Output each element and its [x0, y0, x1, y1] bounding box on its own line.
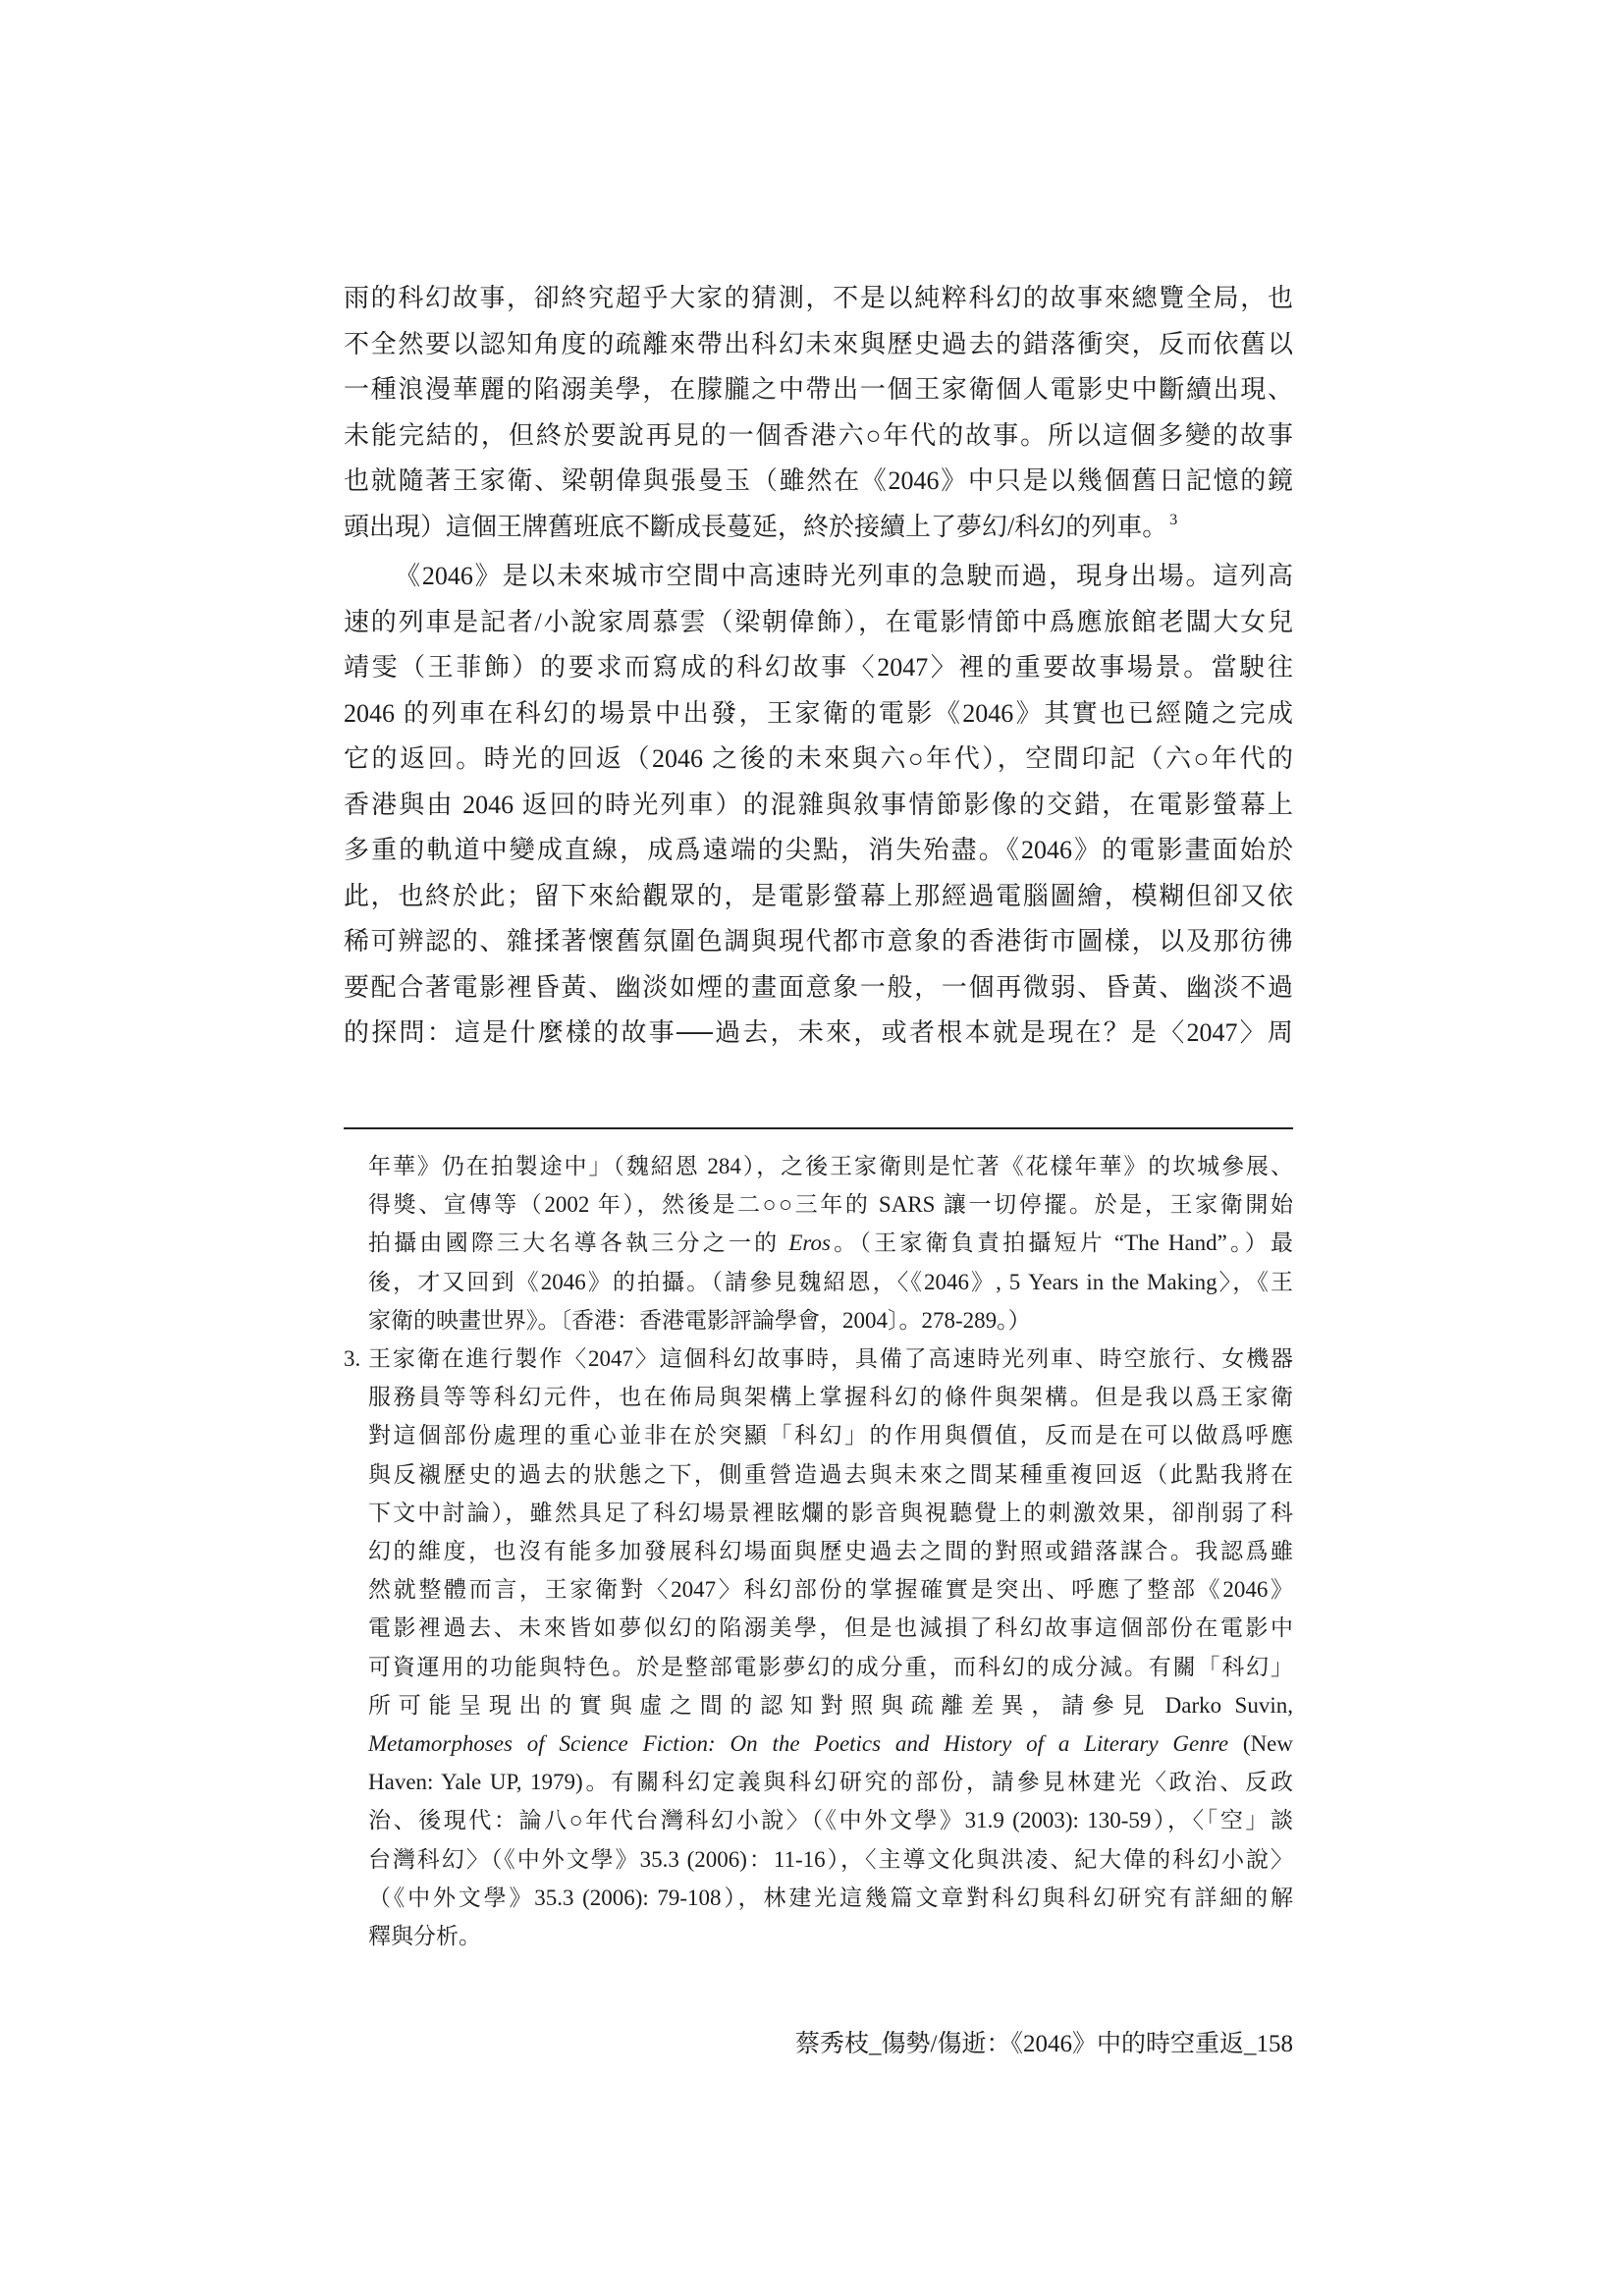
body-line: 此，也終於此；留下來給觀眾的，是電影螢幕上那經過電腦圖繪，模糊但卻又依 — [344, 881, 1293, 910]
footnote-line: 年華》仍在拍製途中」（魏紹恩 284），之後王家衛則是忙著《花樣年華》的坎城參展、 — [368, 1154, 1293, 1178]
text-run: 拍攝由國際三大名導各執三分之一的 — [368, 1230, 789, 1256]
body-line: 未能完結的，但終於要說再見的一個香港六○年代的故事。所以這個多變的故事 — [344, 420, 1293, 450]
footnote-line: 對這個部份處理的重心並非在於突顯「科幻」的作用與價值，反而是在可以做爲呼應 — [368, 1423, 1293, 1449]
body-line: 香港與由 2046 返回的時光列車）的混雜與敘事情節影像的交錯，在電影螢幕上 — [344, 790, 1293, 819]
body-text — [344, 276, 1293, 1057]
footnote-line: 治、後現代：論八○年代台灣科幻小說〉（《中外文學》31.9 (2003): 130-59），〈「空」談 — [368, 1808, 1293, 1833]
footnote-line: 釋與分析。 — [368, 1924, 481, 1949]
body-line: 稀可辨認的、雜揉著懷舊氛圍色調與現代都市意象的香港街市圖樣，以及那彷彿 — [344, 927, 1293, 956]
body-line: 它的返回。時光的回返（2046 之後的未來與六○年代），空間印記（六○年代的 — [344, 744, 1293, 773]
footnote-line: 幻的維度，也沒有能多加發展科幻場面與歷史過去之間的對照或錯落謀合。我認爲雖 — [368, 1539, 1293, 1564]
body-line: 一種浪漫華麗的陷溺美學，在朦朧之中帶出一個王家衛個人電影史中斷續出現、 — [344, 375, 1293, 404]
footnote — [344, 1147, 1293, 1339]
footnote-line: 所可能呈現出的實與虛之間的認知對照與疏離差異，請參見 Darko Suvin, — [368, 1692, 1293, 1718]
text-run: (New — [1228, 1731, 1293, 1757]
footnote-line: 然就整體而言，王家衛對〈2047〉科幻部份的掌握確實是突出、呼應了整部《2046》 — [368, 1577, 1293, 1603]
footnote-line: 後，才又回到《2046》的拍攝。（請參見魏紹恩，〈《2046》, 5 Years in the Making〉，《王 — [368, 1269, 1293, 1294]
body-line: 雨的科幻故事，卻終究超乎大家的猜測，不是以純粹科幻的故事來總覽全局，也 — [344, 284, 1293, 312]
body-line: 《2046》是以未來城市空間中高速時光列車的急駛而過，現身出場。這列高 — [395, 562, 1293, 590]
body-line: 速的列車是記者/小說家周慕雲（梁朝偉飾），在電影情節中爲應旅館老闆大女兒 — [344, 607, 1293, 636]
footnote-line: 與反襯歷史的過去的狀態之下，側重營造過去與未來之間某種重複回返（此點我將在 — [368, 1461, 1293, 1487]
footnote-line: 可資運用的功能與特色。於是整部電影夢幻的成分重，而科幻的成分減。有關「科幻」 — [368, 1654, 1293, 1679]
body-paragraph — [344, 276, 1293, 550]
footnote-separator-rule — [344, 1127, 1293, 1129]
running-footer: 蔡秀枝_傷勢/傷逝：《2046》中的時空重返_158 — [795, 2031, 1293, 2057]
body-line: 不全然要以認知角度的疏離來帶出科幻未來與歷史過去的錯落衝突，反而依舊以 — [344, 329, 1293, 358]
footnote-line: 下文中討論），雖然具足了科幻場景裡眩爛的影音與視聽覺上的刺激效果，卻削弱了科 — [368, 1500, 1293, 1525]
body-line: 2046 的列車在科幻的場景中出發，王家衛的電影《2046》其實也已經隨之完成 — [344, 698, 1293, 728]
footnote-line: 電影裡過去、未來皆如夢似幻的陷溺美學，但是也減損了科幻故事這個部份在電影中 — [368, 1615, 1293, 1641]
footnote-line — [368, 1224, 1293, 1262]
footnote-line: Haven: Yale UP, 1979)。有關科幻定義與科幻研究的部份，請參見林建光〈政治、反政 — [368, 1770, 1293, 1795]
footnotes — [344, 1147, 1293, 1955]
body-line: 要配合著電影裡昏黃、幽淡如煙的畫面意象一般，一個再微弱、昏黃、幽淡不過 — [344, 972, 1293, 1002]
footnote-number: 3. — [344, 1346, 361, 1372]
footnote-line: 台灣科幻〉（《中外文學》35.3 (2006)：11-16），〈主導文化與洪凌、紀大偉的科幻小說〉 — [368, 1846, 1293, 1872]
body-line: 靖雯（王菲飾）的要求而寫成的科幻故事〈2047〉裡的重要故事場景。當駛往 — [344, 653, 1293, 682]
text-run: 頭出現）這個王牌舊班底不斷成長蔓延，終於接續上了夢幻/科幻的列車。 — [344, 512, 1168, 541]
italic-title: Eros — [788, 1230, 831, 1256]
body-paragraph — [344, 554, 1293, 1057]
footnote-line: 服務員等等科幻元件，也在佈局與架構上掌握科幻的條件與架構。但是我以爲王家衛 — [368, 1385, 1293, 1410]
footnote-line: 家衛的映畫世界》。〔香港：香港電影評論學會，2004〕。278-289。） — [368, 1307, 1031, 1333]
footnote-line: 3. 王家衛在進行製作〈2047〉這個科幻故事時，具備了高速時光列車、時空旅行、女機器 — [368, 1339, 1293, 1378]
italic-title: Metamorphoses of Science Fiction: On the Poetics and History of a Literary Genre — [368, 1731, 1229, 1757]
text-run: 。（王家衛負責拍攝短片 “The Hand”。）最 — [830, 1230, 1294, 1256]
footnote — [344, 1339, 1293, 1955]
footnote-line: （《中外文學》35.3 (2006): 79-108），林建光這幾篇文章對科幻與科幻研究有詳細的解 — [368, 1885, 1293, 1910]
footnote-line: 得獎、宣傳等（2002 年），然後是二○○三年的 SARS 讓一切停擺。於是，王家衛開始 — [368, 1192, 1293, 1218]
body-line: 多重的軌道中變成直線，成爲遠端的尖點，消失殆盡。《2046》的電影畫面始於 — [344, 836, 1293, 864]
footnote-ref: 3 — [1169, 511, 1178, 528]
body-line: 也就隨著王家衛、梁朝偉與張曼玉（雖然在《2046》中只是以幾個舊日記憶的鏡 — [344, 466, 1293, 495]
footnote-line — [368, 1724, 1293, 1763]
body-line — [344, 505, 1293, 551]
body-line: 的探問：這是什麼樣的故事──過去，未來，或者根本就是現在？是〈2047〉周 — [344, 1018, 1293, 1047]
